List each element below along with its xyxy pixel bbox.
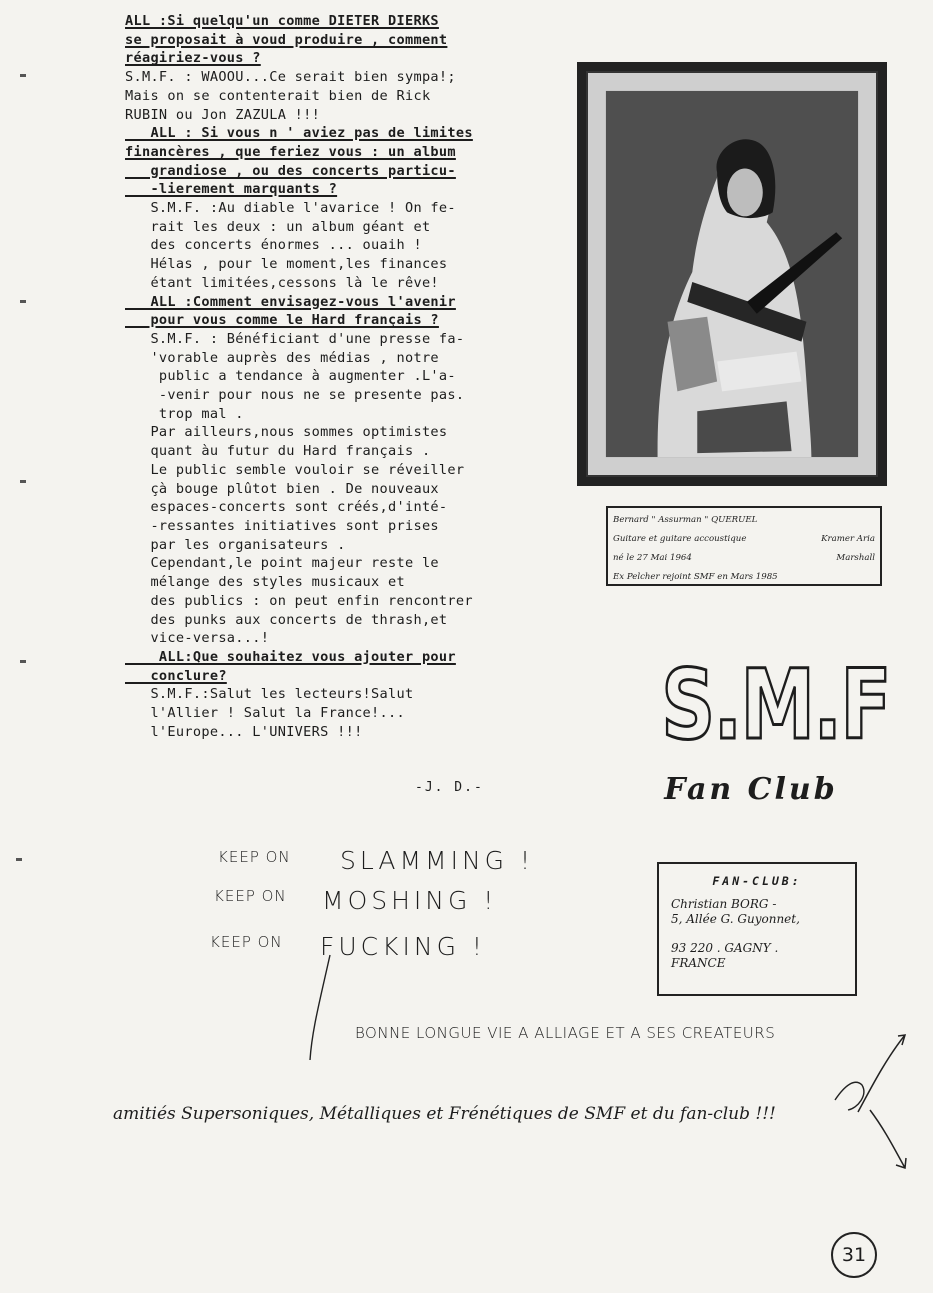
scan-mark bbox=[16, 858, 22, 861]
member-role: Guitare et guitare accoustique bbox=[613, 534, 747, 544]
interview-question-line: réagiriez-vous ? bbox=[125, 50, 261, 67]
interview-answer-line: S.M.F. : Bénéficiant d'une presse fa- bbox=[125, 330, 465, 347]
logo-main: S.M.F bbox=[661, 649, 890, 761]
interview-answer-line: S.M.F. : WAOOU...Ce serait bien sympa!; bbox=[125, 69, 456, 86]
handwritten-keep-on: KEEP ON bbox=[210, 933, 283, 951]
band-member-photo bbox=[577, 62, 887, 486]
interview-answer-line: par les organisateurs . bbox=[125, 536, 346, 553]
interview-question-line: ALL :Si quelqu'un comme DIETER DIERKS bbox=[125, 13, 439, 29]
caption-row bbox=[613, 568, 875, 587]
interview-answer-line: des concerts énormes ... ouaih ! bbox=[125, 237, 422, 254]
interview-question-line: grandiose , ou des concerts particu- bbox=[125, 162, 456, 179]
handwritten-fucking: FUCKING ! bbox=[320, 932, 486, 961]
guitarist-photo-icon bbox=[598, 83, 866, 465]
handwritten-keep-on: KEEP ON bbox=[214, 887, 287, 905]
guitar-brand: Kramer Aria bbox=[821, 534, 875, 544]
member-birth: né le 27 Mai 1964 bbox=[613, 553, 692, 563]
interview-answer-line: public a tendance à augmenter .L'a- bbox=[125, 368, 456, 385]
interview-question-line: ALL : Si vous n ' aviez pas de limites bbox=[125, 125, 473, 142]
interview-answer-line: trop mal . bbox=[125, 405, 244, 422]
interview-answer-line: Le public semble vouloir se réveiller bbox=[125, 461, 465, 478]
interview-answer-line: S.M.F.:Salut les lecteurs!Salut bbox=[125, 686, 414, 703]
interview-question-line: se proposait à voud produire , comment bbox=[125, 31, 448, 48]
scan-mark bbox=[20, 300, 26, 303]
interview-text bbox=[125, 12, 565, 741]
handwritten-wish: BONNE LONGUE VIE A ALLIAGE ET A SES CREATEURS bbox=[355, 1024, 776, 1042]
interview-answer-line: vice-versa...! bbox=[125, 630, 270, 647]
scan-mark bbox=[20, 74, 26, 77]
interview-answer-line: rait les deux : un album géant et bbox=[125, 218, 431, 235]
interview-answer-line: S.M.F. :Au diable l'avarice ! On fe- bbox=[125, 200, 456, 217]
interview-answer-line: mélange des styles musicaux et bbox=[125, 574, 405, 591]
interview-answer-line: çà bouge plûtot bien . De nouveaux bbox=[125, 480, 439, 497]
interview-answer-line: Par ailleurs,nous sommes optimistes bbox=[125, 424, 448, 441]
interview-question-line: conclure? bbox=[125, 667, 227, 684]
interview-answer-line: étant limitées,cessons là le rêve! bbox=[125, 274, 439, 291]
amp-brand: Marshall bbox=[836, 553, 875, 563]
interview-answer-line: des punks aux concerts de thrash,et bbox=[125, 611, 448, 628]
interview-answer-line: RUBIN ou Jon ZAZULA !!! bbox=[125, 106, 321, 123]
interview-answer-line: quant àu futur du Hard français . bbox=[125, 443, 431, 460]
caption-row bbox=[613, 511, 875, 530]
member-name: Bernard " Assurman " QUERUEL bbox=[613, 515, 758, 525]
fan-club-address-box bbox=[657, 862, 857, 996]
interview-answer-line: Hélas , pour le moment,les finances bbox=[125, 256, 448, 273]
interview-answer-line: -venir pour nous ne se presente pas. bbox=[125, 387, 465, 404]
signoff: -J. D.- bbox=[415, 780, 484, 795]
interview-answer-line: 'vorable auprès des médias , notre bbox=[125, 349, 439, 366]
address-line: Christian BORG - bbox=[671, 897, 777, 911]
scan-mark bbox=[20, 480, 26, 483]
address-line: 5, Allée G. Guyonnet, bbox=[671, 912, 800, 926]
interview-answer-line: -ressantes initiatives sont prises bbox=[125, 517, 439, 534]
interview-answer-line: Cependant,le point majeur reste le bbox=[125, 555, 439, 572]
address-line: 93 220 . GAGNY . bbox=[671, 941, 779, 955]
photo-ornamental-border bbox=[588, 73, 876, 475]
scan-mark bbox=[20, 660, 26, 663]
logo-sub: Fan Club bbox=[664, 772, 838, 807]
interview-question-line: ALL :Comment envisagez-vous l'avenir bbox=[125, 293, 456, 310]
member-history: Ex Pelcher rejoint SMF en Mars 1985 bbox=[613, 572, 778, 582]
interview-answer-line: l'Europe... L'UNIVERS !!! bbox=[125, 723, 363, 740]
address-line: FRANCE bbox=[671, 956, 726, 970]
interview-answer-line: des publics : on peut enfin rencontrer bbox=[125, 592, 473, 609]
interview-question-line: ALL:Que souhaitez vous ajouter pour bbox=[125, 648, 456, 665]
handwritten-moshing: MOSHING ! bbox=[322, 886, 498, 915]
fan-club-title: FAN-CLUB: bbox=[712, 874, 802, 888]
interview-answer-line: l'Allier ! Salut la France!... bbox=[125, 705, 405, 722]
handwritten-dedication: amitiés Supersoniques, Métalliques et Frénétiques de SMF et du fan-club !!! bbox=[113, 1104, 776, 1124]
handwritten-keep-on: KEEP ON bbox=[218, 848, 291, 866]
page-number: 31 bbox=[831, 1232, 877, 1278]
photo-caption bbox=[606, 506, 882, 586]
interview-question-line: pour vous comme le Hard français ? bbox=[125, 312, 439, 329]
handwritten-slamming: SLAMMING ! bbox=[340, 846, 535, 875]
interview-question-line: -lierement marquants ? bbox=[125, 181, 338, 198]
smf-logo bbox=[636, 649, 890, 807]
caption-row bbox=[613, 549, 875, 568]
interview-question-line: financères , que feriez vous : un album bbox=[125, 143, 456, 160]
interview-answer-line: Mais on se contenterait bien de Rick bbox=[125, 87, 431, 104]
caption-row bbox=[613, 530, 875, 549]
interview-answer-line: espaces-concerts sont créés,d'inté- bbox=[125, 499, 448, 516]
